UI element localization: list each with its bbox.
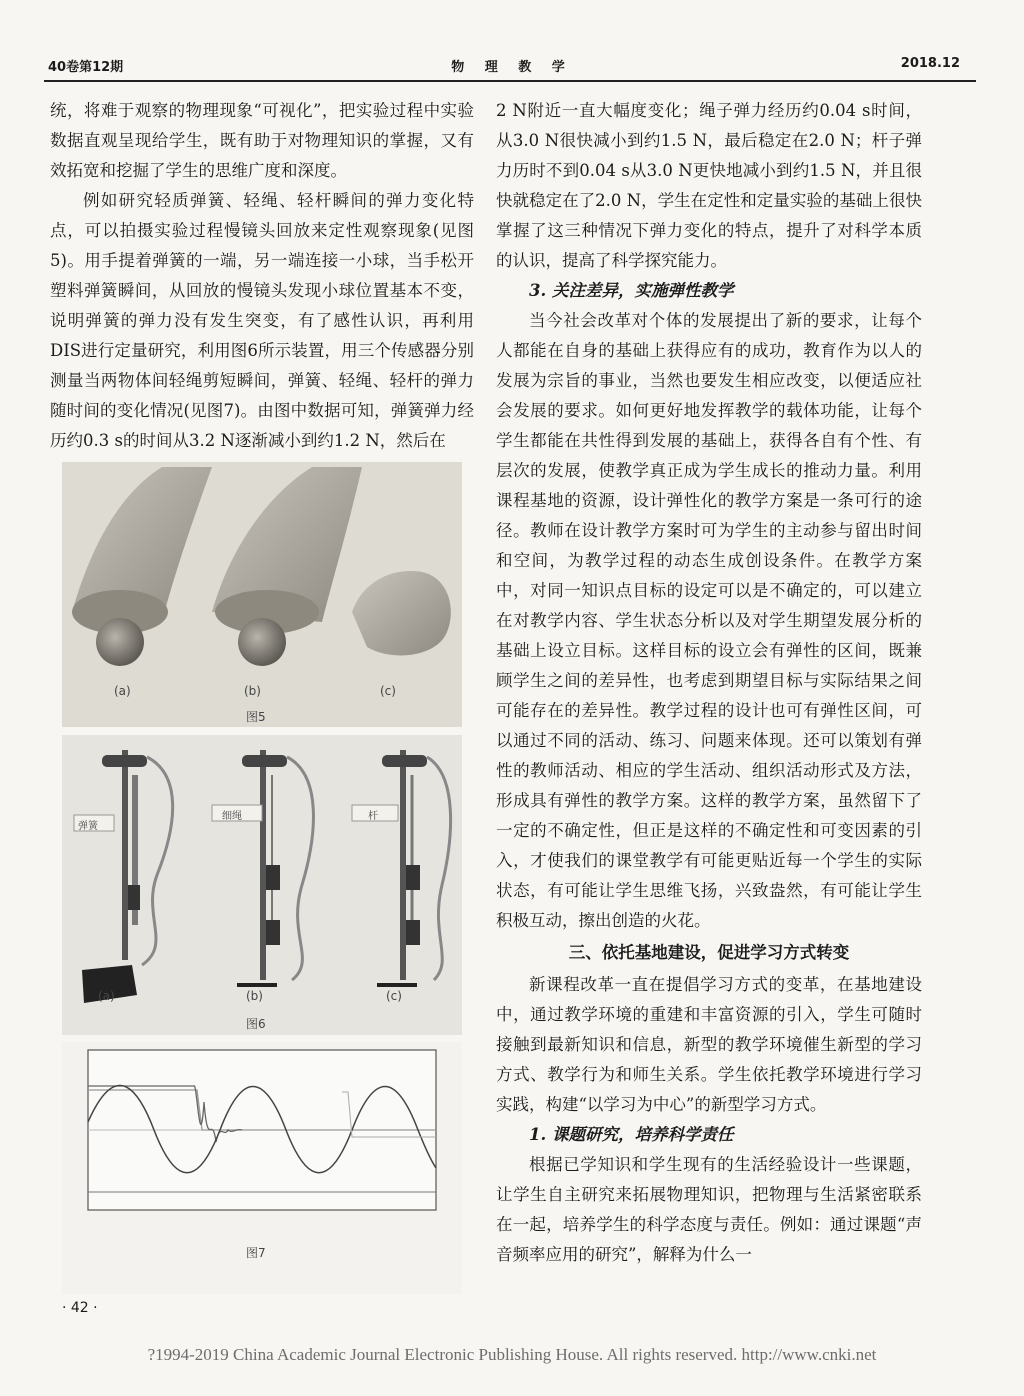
page-number: · 42 ·	[62, 1300, 98, 1316]
issue-date: 2018.12	[900, 56, 960, 71]
paragraph: 2 N附近一直大幅度变化；绳子弹力经历约0.04 s时间，从3.0 N很快减小到约1.5 N，最后稳定在2.0 N；杆子弹力历时不到0.04 s从3.0 N更快地减小到约1.5 N，并且很快就稳定在了2.0 N，学生在定性和定量实验的基础上很快掌握了这三种情况下弹力变化的特点，提升了对科学本质的认识，提高了科学探究能力。	[496, 101, 922, 270]
paragraph: 根据已学知识和学生现有的生活经验设计一些课题，让学生自主研究来拓展物理知识，把物理与生活紧密联系在一起，培养学生的科学态度与责任。例如：通过课题“声音频率应用的研究”，解释为什么一	[496, 1155, 922, 1264]
figure-7-plot	[62, 1042, 462, 1294]
subfigure-label: (b)	[244, 684, 261, 698]
sensor-tag: 杆	[368, 811, 378, 822]
figure-caption: 图6	[246, 1017, 266, 1031]
sensor-tag: 弹簧	[78, 821, 98, 832]
subfigure-label: (c)	[386, 989, 402, 1003]
subfigure-label: (c)	[380, 684, 396, 698]
journal-issue: 40卷第12期	[48, 60, 124, 75]
section-heading: 三、依托基地建设，促进学习方式转变	[568, 943, 850, 962]
paragraph: 新课程改革一直在提倡学习方式的变革，在基地建设中，通过教学环境的重建和丰富资源的引入，学生可随时接触到最新知识和信息，新型的教学环境催生新型的学习方式、教学行为和师生关系。学生依托教学环境进行学习实践，构建“以学习为中心”的新型学习方式。	[496, 975, 922, 1114]
figure-caption: 图7	[246, 1246, 266, 1260]
right-column	[496, 96, 922, 1270]
left-column	[50, 96, 474, 456]
subfigure-label: (a)	[114, 684, 131, 698]
subfigure-label: (a)	[98, 989, 115, 1003]
journal-title: 物 理 教 学	[451, 60, 573, 75]
header-rule	[44, 80, 976, 82]
figure-6-photo	[62, 735, 462, 1035]
copyright-footer: ?1994-2019 China Academic Journal Electronic Publishing House. All rights reserved. http://www.cnki.net	[147, 1345, 877, 1364]
subsection-heading: 1. 课题研究，培养科学责任	[529, 1125, 734, 1144]
figure-5-photo	[62, 462, 462, 727]
paragraph: 例如研究轻质弹簧、轻绳、轻杆瞬间的弹力变化特点，可以拍摄实验过程慢镜头回放来定性观察现象(见图5)。用手提着弹簧的一端，另一端连接一小球，当手松开塑料弹簧瞬间，从回放的慢镜头发现小球位置基本不变，说明弹簧的弹力没有发生突变，有了感性认识，再利用DIS进行定量研究，利用图6所示装置，用三个传感器分别测量当两物体间轻绳剪短瞬间，弹簧、轻绳、轻杆的弹力随时间的变化情况(见图7)。由图中数据可知，弹簧弹力经历约0.3 s的时间从3.2 N逐渐减小到约1.2 N，然后在	[50, 191, 474, 450]
figure-caption: 图5	[246, 710, 266, 724]
subsection-heading: 3. 关注差异，实施弹性教学	[529, 281, 734, 300]
sensor-tag: 细绳	[222, 811, 242, 822]
paragraph: 当今社会改革对个体的发展提出了新的要求，让每个人都能在自身的基础上获得应有的成功，教育作为以人的发展为宗旨的事业，当然也要发生相应改变，以便适应社会发展的要求。如何更好地发挥教学的载体功能，让每个学生都能在共性得到发展的基础上，获得各自有个性、有层次的发展，使教学真正成为学生成长的推动力量。利用课程基地的资源，设计弹性化的教学方案是一条可行的途径。教师在设计教学方案时可为学生的主动参与留出时间和空间，为教学过程的动态生成创设条件。在教学方案中，对同一知识点目标的设定可以是不确定的，可以建立在对教学内容、学生状态分析以及对学生期望发展分析的基础上设立目标。这样目标的设立会有弹性的区间，既兼顾学生之间的差异性，也考虑到期望目标与实际结果之间可能存在的差异性。教学过程的设计也可有弹性区间，可以通过不同的活动、练习、问题来体现。还可以策划有弹性的教师活动、相应的学生活动、组织活动形式及方法，形成具有弹性的教学方案。这样的教学方案，虽然留下了一定的不确定性，但正是这样的不确定性和可变因素的引入，才使我们的课堂教学有可能更贴近每一个学生的实际状态，有可能让学生思维飞扬，兴致盎然，有可能让学生积极互动，擦出创造的火花。	[496, 311, 922, 930]
subfigure-label: (b)	[246, 989, 263, 1003]
paragraph: 统，将难于观察的物理现象“可视化”，把实验过程中实验数据直观呈现给学生，既有助于对物理知识的掌握，又有效拓宽和挖掘了学生的思维广度和深度。	[50, 101, 474, 180]
